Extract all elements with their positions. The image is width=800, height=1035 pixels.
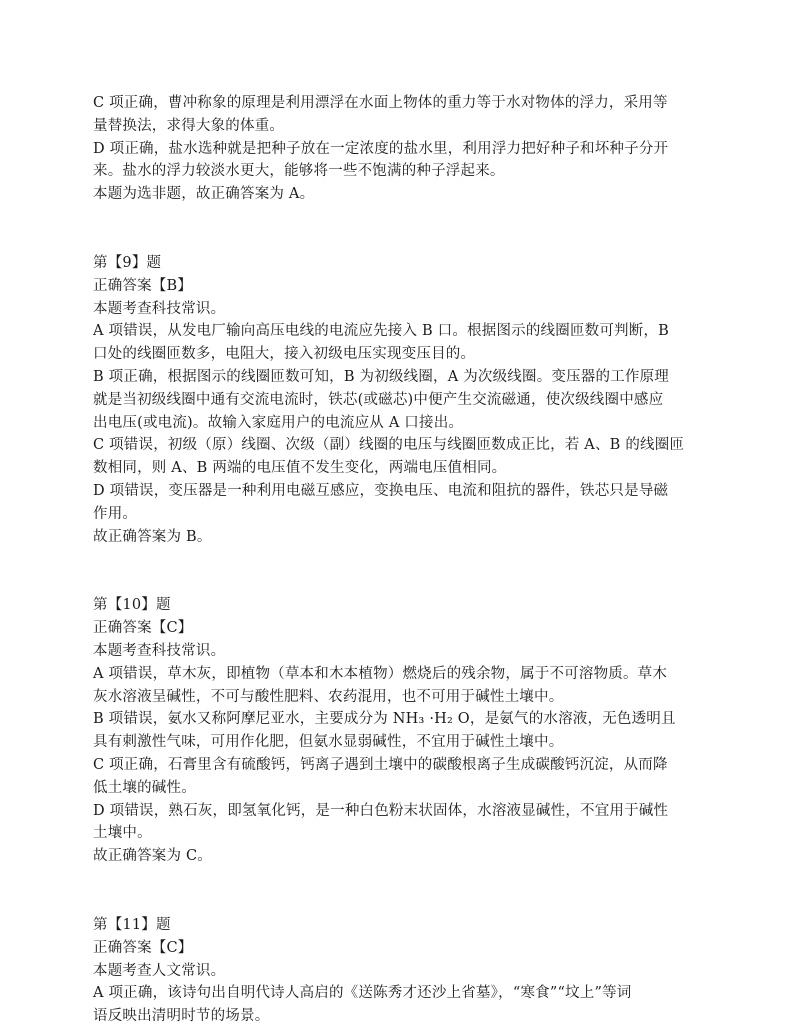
correct-answer: 正确答案【C】: [93, 620, 193, 637]
text-line: 具有刺激性气味，可用作化肥，但氨水显弱碱性，不宜用于碱性土壤中。: [93, 734, 564, 751]
text-line: 本题考查人文常识。: [93, 962, 226, 979]
question-title: 第【10】题: [93, 597, 171, 614]
text-line: 灰水溶液呈碱性，不可与酸性肥料、农药混用，也不可用于碱性土壤中。: [93, 688, 564, 705]
question-title: 第【9】题: [93, 254, 162, 271]
text-line: 就是当初级线圈中通有交流电流时，铁芯(或磁芯)中便产生交流磁通，使次级线圈中感应: [93, 391, 664, 408]
text-line: 低土壤的碱性。: [93, 779, 196, 796]
text-line: B 项正确，根据图示的线圈匝数可知，B 为初级线圈，A 为次级线圈。变压器的工作原理: [93, 368, 670, 385]
question-title: 第【11】题: [93, 916, 171, 933]
text-line: 土壤中。: [93, 825, 152, 842]
text-line: A 项正确，该诗句出自明代诗人高启的《送陈秀才还沙上省墓》，“寒食”“坟上”等词: [93, 985, 632, 1002]
document-page: [93, 92, 708, 1028]
text-line: C 项正确，曹冲称象的原理是利用漂浮在水面上物体的重力等于水对物体的浮力，采用等: [93, 95, 668, 111]
text-line: B 项错误，氨水又称阿摩尼亚水，主要成分为 NH₃ ·H₂ O，是氨气的水溶液，无色透明且: [93, 711, 676, 728]
section-question-10: [93, 594, 708, 868]
text-line: D 项错误，变压器是一种利用电磁互感应，变换电压、电流和阻抗的器件，铁芯只是导磁: [93, 482, 669, 499]
section-gap: [93, 868, 708, 914]
text-line: 故正确答案为 C。: [93, 848, 213, 865]
text-line: 数相同，则 A、B 两端的电压值不发生变化，两端电压值相同。: [93, 460, 507, 477]
section-gap: [93, 206, 708, 252]
correct-answer: 正确答案【C】: [93, 939, 193, 956]
text-line: D 项正确，盐水选种就是把种子放在一定浓度的盐水里，利用浮力把好种子和坏种子分开: [93, 140, 669, 157]
section-gap: [93, 548, 708, 594]
text-line: D 项错误，熟石灰，即氢氧化钙，是一种白色粉末状固体，水溶液显碱性，不宜用于碱性: [93, 802, 669, 819]
text-line: 来。盐水的浮力较淡水更大，能够将一些不饱满的种子浮起来。: [93, 163, 505, 180]
text-line: 出电压(或电流)。故输入家庭用户的电流应从 A 口接出。: [93, 414, 464, 431]
text-line: 本题考查科技常识。: [93, 642, 226, 659]
text-line: 作用。: [93, 505, 138, 522]
section-question-9: [93, 252, 708, 548]
text-line: 故正确答案为 B。: [93, 528, 212, 545]
text-line: 本题为选非题，故正确答案为 A。: [93, 186, 315, 203]
section-8-explanation: [93, 92, 708, 206]
text-line: 量替换法，求得大象的体重。: [93, 117, 285, 134]
text-line: A 项错误，从发电厂输向高压电线的电流应先接入 B 口。根据图示的线圈匝数可判断，B: [93, 323, 670, 340]
text-line: C 项正确，石膏里含有硫酸钙，钙离子遇到土壤中的碳酸根离子生成碳酸钙沉淀，从而降: [93, 756, 668, 773]
section-question-11: [93, 914, 708, 1028]
text-line: 本题考查科技常识。: [93, 300, 226, 317]
text-line: C 项错误，初级（原）线圈、次级（副）线圈的电压与线圈匝数成正比，若 A、B 的线圈匝: [93, 437, 685, 454]
text-line: 语反映出清明时节的场景。: [93, 1008, 270, 1025]
text-line: 口处的线圈匝数多，电阻大，接入初级电压实现变压目的。: [93, 346, 476, 363]
correct-answer: 正确答案【B】: [93, 277, 193, 294]
text-line: A 项错误，草木灰，即植物（草本和木本植物）燃烧后的残余物，属于不可溶物质。草木: [93, 665, 668, 682]
